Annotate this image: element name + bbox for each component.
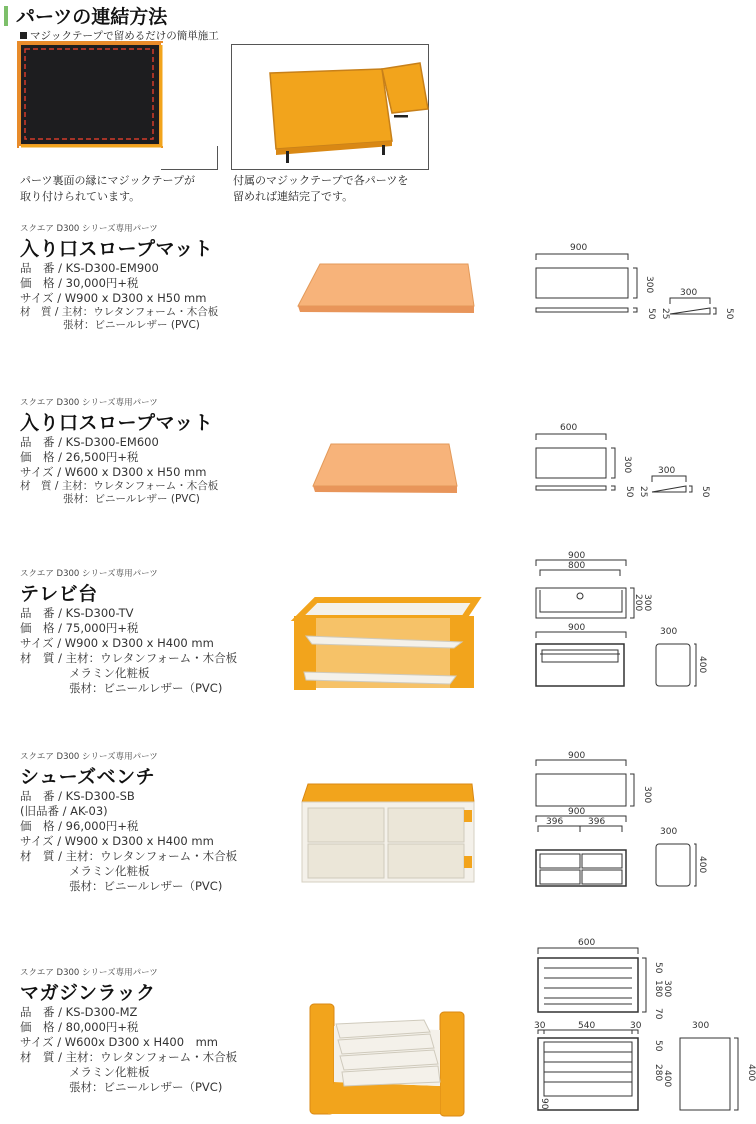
product-slope-mat-600 <box>20 396 218 506</box>
dim-front-width: 900 <box>568 807 586 817</box>
dim-top-shelf: 50 <box>653 962 663 974</box>
dim-width: 900 <box>568 751 586 761</box>
mat-underside-illustration <box>21 45 217 169</box>
product-name: シューズベンチ <box>20 766 156 788</box>
dim-side: 300 <box>658 466 676 476</box>
dim-bottom-shelf: 70 <box>653 1008 663 1020</box>
joined-mats-illustration <box>232 45 428 169</box>
product-material: 材 質 / 主材：ウレタンフォーム・木合板 <box>20 480 219 492</box>
dim-height: 400 <box>697 856 707 874</box>
product-price: 価 格 / 30,000円+税 <box>20 276 139 290</box>
product-material: 材 質 / 主材：ウレタンフォーム・木合板 <box>20 849 238 863</box>
subtitle-text: マジックテープで留めるだけの簡単施工 <box>30 30 219 42</box>
product-name: 入り口スロープマット <box>20 412 214 434</box>
dim-depth: 300 <box>644 276 654 294</box>
product-material-melamine: メラミン化粧板 <box>69 1065 150 1079</box>
dim-depth: 300 <box>642 786 652 804</box>
shoes-bench-photo <box>294 780 480 890</box>
dim-depth-inner: 200 <box>633 594 643 612</box>
dim-depth: 300 <box>662 980 672 998</box>
product-material-melamine: メラミン化粧板 <box>69 864 150 878</box>
dim-side: 300 <box>692 1021 710 1031</box>
product-material-cover: 張材：ビニールレザー (PVC) <box>63 493 200 505</box>
magazine-rack-drawing <box>520 932 756 1116</box>
dim-width: 900 <box>570 243 588 253</box>
series-label: スクエア D300 シリーズ専用パーツ <box>20 224 158 234</box>
dim-mid-shelf: 180 <box>653 980 663 998</box>
caption-left <box>20 173 195 205</box>
dim-width: 600 <box>578 938 596 948</box>
header-accent-bar <box>4 6 8 26</box>
dim-depth: 300 <box>622 456 632 474</box>
square-bullet-icon <box>20 32 27 39</box>
product-size: サイズ / W900 x D300 x H400 mm <box>20 834 214 848</box>
product-material-cover: 張材：ビニールレザー (PVC) <box>63 319 200 331</box>
slope-mat-900-photo <box>290 250 480 322</box>
dim-height-a: 50 <box>624 486 634 498</box>
product-material-melamine: メラミン化粧板 <box>69 666 150 680</box>
product-shoes-bench <box>20 750 237 894</box>
dim-front-top: 50 <box>653 1040 663 1052</box>
page-title: パーツの連結方法 <box>16 6 168 28</box>
series-label: スクエア D300 シリーズ専用パーツ <box>20 569 158 579</box>
dim-height-b: 25 <box>638 486 648 498</box>
product-magazine-rack <box>20 966 237 1095</box>
caption-right <box>233 173 408 205</box>
product-code: 品 番 / KS-D300-EM600 <box>20 435 159 449</box>
product-name: マガジンラック <box>20 982 156 1004</box>
product-material: 材 質 / 主材：ウレタンフォーム・木合板 <box>20 1050 238 1064</box>
product-code: 品 番 / KS-D300-SB <box>20 789 135 803</box>
product-code: 品 番 / KS-D300-TV <box>20 606 134 620</box>
dim-side: 300 <box>680 288 698 298</box>
dim-height-c: 50 <box>700 486 710 498</box>
series-label: スクエア D300 シリーズ専用パーツ <box>20 968 158 978</box>
dim-side: 300 <box>660 827 678 837</box>
product-name: テレビ台 <box>20 583 98 605</box>
dim-side: 300 <box>660 627 678 637</box>
tv-stand-drawing <box>520 551 707 692</box>
dim-inner: 800 <box>568 561 586 571</box>
product-code: 品 番 / KS-D300-MZ <box>20 1005 138 1019</box>
dim-width: 600 <box>560 423 578 433</box>
product-size: サイズ / W600x D300 x H400 mm <box>20 1035 218 1049</box>
product-material: 材 質 / 主材：ウレタンフォーム・木合板 <box>20 651 238 665</box>
dim-left-panel: 30 <box>534 1021 546 1031</box>
dim-depth: 300 <box>642 594 652 612</box>
product-material-cover: 張材：ビニールレザー（PVC) <box>69 681 223 695</box>
slope-mat-900-drawing <box>520 240 732 322</box>
product-old-code: (旧品番 / AK-03) <box>20 804 108 818</box>
shoes-bench-drawing <box>520 751 707 892</box>
slope-mat-600-photo <box>305 436 465 502</box>
product-code: 品 番 / KS-D300-EM900 <box>20 261 159 275</box>
dim-right-panel: 30 <box>630 1021 642 1031</box>
dim-front-base: 90 <box>539 1098 549 1110</box>
dim-height: 400 <box>746 1064 756 1082</box>
product-tv-stand <box>20 567 237 696</box>
product-size: サイズ / W900 x D300 x H400 mm <box>20 636 214 650</box>
dim-height: 400 <box>697 656 707 674</box>
dim-cell-right: 396 <box>588 817 606 827</box>
product-material-cover: 張材：ビニールレザー（PVC) <box>69 1080 223 1094</box>
page-subtitle <box>20 28 219 43</box>
dim-cell-left: 396 <box>546 817 564 827</box>
series-label: スクエア D300 シリーズ専用パーツ <box>20 398 158 408</box>
velcro-back-photo <box>20 44 218 170</box>
magazine-rack-photo <box>304 996 470 1120</box>
slope-mat-600-drawing <box>520 420 716 502</box>
dim-front-mid: 280 <box>653 1064 663 1082</box>
dim-front-width: 900 <box>568 623 586 633</box>
product-price: 価 格 / 26,500円+税 <box>20 450 139 464</box>
caption-right-line1: 付属のマジックテープで各パーツを <box>233 174 409 187</box>
caption-left-line1: パーツ裏面の縁にマジックテープが <box>20 174 196 187</box>
velcro-joined-photo <box>231 44 429 170</box>
dim-height-a: 50 <box>646 308 656 320</box>
dim-height-c: 50 <box>724 308 734 320</box>
caption-left-line2: 取り付けられています。 <box>20 190 141 203</box>
product-slope-mat-900 <box>20 222 218 332</box>
series-label: スクエア D300 シリーズ専用パーツ <box>20 752 158 762</box>
product-size: サイズ / W900 x D300 x H50 mm <box>20 291 207 305</box>
caption-right-line2: 留めれば連結完了です。 <box>233 190 354 203</box>
product-material-cover: 張材：ビニールレザー（PVC) <box>69 879 223 893</box>
product-price: 価 格 / 80,000円+税 <box>20 1020 139 1034</box>
product-name: 入り口スロープマット <box>20 238 214 260</box>
dim-width: 900 <box>568 551 586 561</box>
dim-height-b: 25 <box>660 308 670 320</box>
product-price: 価 格 / 96,000円+税 <box>20 819 139 833</box>
dim-inner-width: 540 <box>578 1021 596 1031</box>
tv-stand-photo <box>286 590 482 698</box>
product-price: 価 格 / 75,000円+税 <box>20 621 139 635</box>
product-material: 材 質 / 主材：ウレタンフォーム・木合板 <box>20 306 219 318</box>
product-size: サイズ / W600 x D300 x H50 mm <box>20 465 207 479</box>
dim-front-height: 400 <box>662 1070 672 1088</box>
